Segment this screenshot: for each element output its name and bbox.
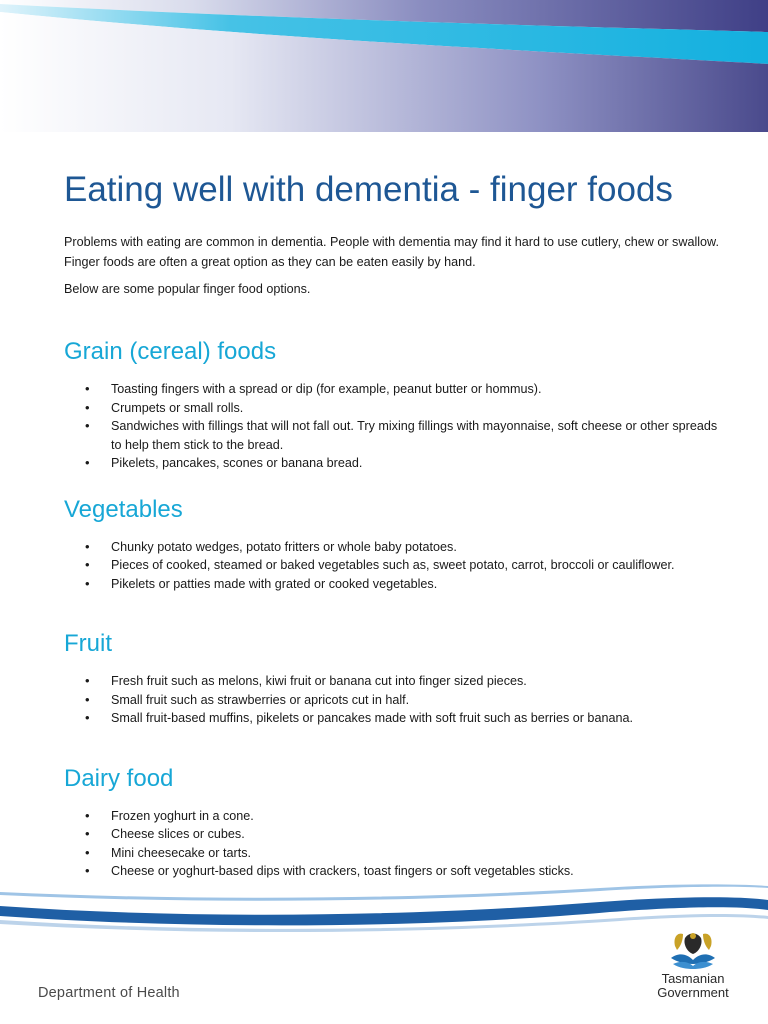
intro-paragraph: Problems with eating are common in dementia. People with dementia may find it hard to use cutlery, chew or swallow. Finger foods are often a great option as they can be eaten easily by hand. (64, 235, 719, 269)
list-item: • Crumpets or small rolls. (64, 399, 724, 418)
list-item: • Pikelets, pancakes, scones or banana bread. (64, 454, 724, 473)
header-banner (0, 0, 768, 135)
dairy-list (64, 807, 724, 881)
grain-list (64, 380, 724, 473)
section-heading-vegetables: Vegetables (64, 495, 183, 523)
section-heading-dairy: Dairy food (64, 764, 174, 792)
list-item: • Sandwiches with fillings that will not fall out. Try mixing fillings with mayonnaise, soft cheese or other spreads to help them stick to the bread. (64, 417, 724, 454)
section-heading-grain: Grain (cereal) foods (64, 338, 277, 365)
document-body (64, 168, 724, 881)
department-name: Department of Health (38, 985, 180, 1001)
tasmanian-government-logo (648, 926, 738, 1006)
list-item: • Chunky potato wedges, potato fritters or whole baby potatoes. (64, 538, 724, 557)
list-item: • Pikelets or patties made with grated or cooked vegetables. (64, 575, 724, 594)
list-item: • Small fruit-based muffins, pikelets or pancakes made with soft fruit such as berries or banana. (64, 709, 724, 728)
document-title: Eating well with dementia - finger foods (64, 170, 673, 209)
list-item: • Frozen yoghurt in a cone. (64, 807, 724, 826)
list-item: • Toasting fingers with a spread or dip (for example, peanut butter or hommus). (64, 380, 724, 399)
fruit-list (64, 672, 724, 728)
list-item: • Small fruit such as strawberries or apricots cut in half. (64, 691, 724, 710)
gov-line1: Tasmanian (661, 971, 725, 986)
lead-in-paragraph: Below are some popular finger food options. (64, 282, 311, 296)
list-item: • Cheese slices or cubes. (64, 825, 724, 844)
list-item: • Fresh fruit such as melons, kiwi fruit or banana cut into finger sized pieces. (64, 672, 724, 691)
section-heading-fruit: Fruit (64, 630, 112, 657)
list-item: • Mini cheesecake or tarts. (64, 844, 724, 863)
gov-line2: Government (657, 985, 729, 1000)
vegetables-list (64, 538, 724, 594)
list-item: • Cheese or yoghurt-based dips with crackers, toast fingers or soft vegetables sticks. (64, 862, 724, 881)
list-item: • Pieces of cooked, steamed or baked vegetables such as, sweet potato, carrot, broccoli or cauliflower. (64, 556, 724, 575)
tasmanian-government-crest-icon (665, 926, 721, 972)
